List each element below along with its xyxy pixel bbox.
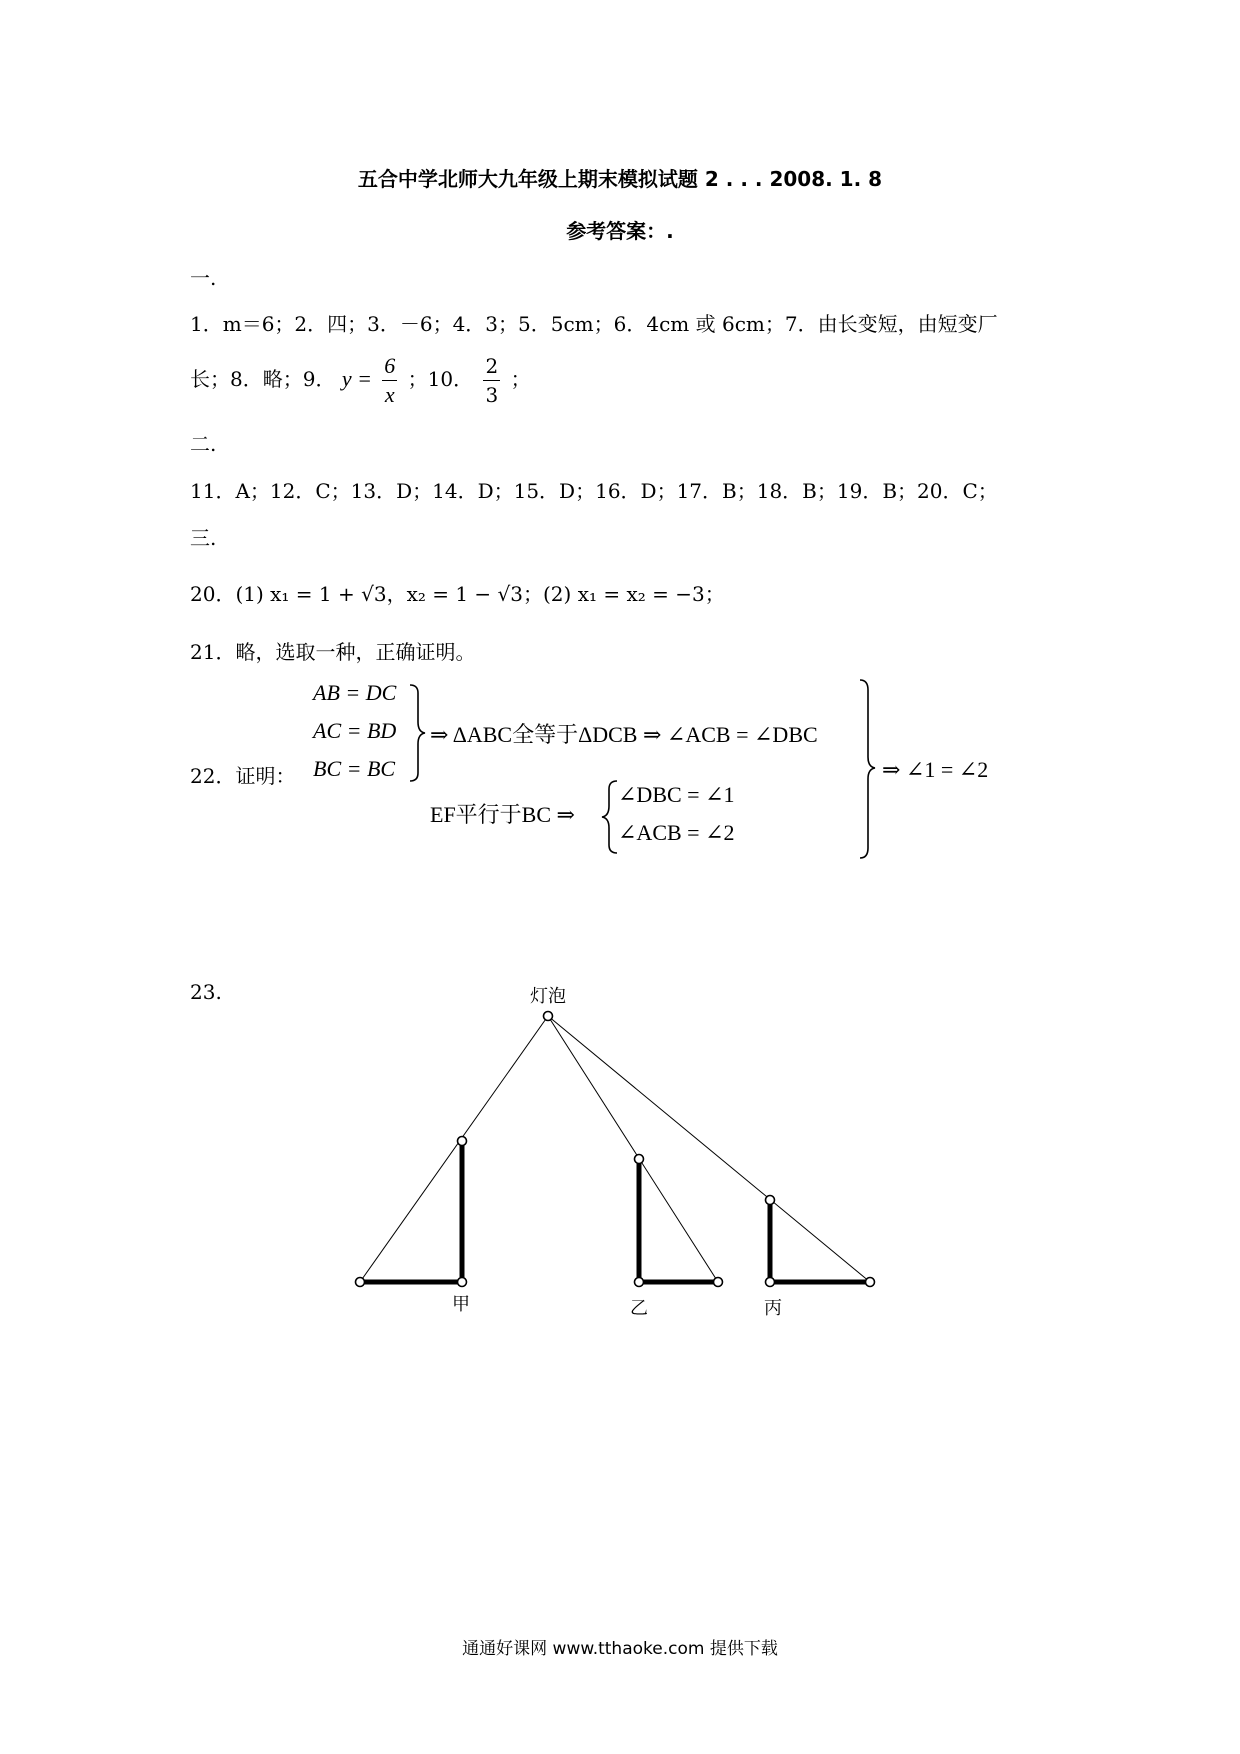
point-bing-tip [866, 1278, 875, 1287]
q10-end: ； [510, 367, 531, 391]
point-bing-top [766, 1196, 775, 1205]
q9-lhs: y = [341, 366, 372, 391]
point-jia-tip [356, 1278, 365, 1287]
point-bing-base [766, 1278, 775, 1287]
answer-22-label: 22．证明： [190, 764, 296, 788]
proof-angle-acb-2: ∠ACB = ∠2 [618, 820, 735, 845]
proof-result: ⇒ ∠1 = ∠2 [882, 757, 989, 782]
point-jia-base [458, 1278, 467, 1287]
answers-1-to-7: 1．m＝6；2．四；3．－6；4．3；5．5cm；6．4cm 或 6cm；7．由长变短，由短变厂 [190, 312, 998, 336]
ray-yi [548, 1016, 718, 1282]
ray-jia [360, 1016, 548, 1282]
q9-denominator: x [384, 382, 395, 407]
page-title: 五合中学北师大九年级上期末模拟试题 2 . . . 2008. 1. 8 [357, 167, 883, 191]
bulb-point [544, 1012, 553, 1021]
point-yi-tip [714, 1278, 723, 1287]
q10-numerator: 2 [483, 352, 500, 381]
q9-numerator: 6 [382, 352, 397, 381]
answers-7-8-text: 长；8．略；9． [190, 367, 336, 391]
page-footer: 通通好课网 www.tthaoke.com 提供下载 [462, 1639, 778, 1659]
label-jia: 甲 [452, 1294, 470, 1315]
label-bing: 丙 [764, 1298, 782, 1319]
proof-ef-parallel: EF平行于BC ⇒ [430, 802, 575, 827]
proof-eq-ac-bd: AC = BD [313, 718, 397, 743]
label-yi: 乙 [630, 1298, 648, 1319]
section-one-heading: 一. [190, 266, 217, 290]
section-two-heading: 二. [190, 432, 217, 456]
bulb-label: 灯泡 [530, 986, 566, 1007]
answer-23-label: 23. [190, 980, 222, 1004]
point-yi-base [635, 1278, 644, 1287]
point-jia-top [458, 1137, 467, 1146]
answer-21: 21．略，选取一种，正确证明。 [190, 640, 476, 664]
point-yi-top [635, 1155, 644, 1164]
answers-11-to-20: 11．A；12．C；13．D；14．D；15．D；16．D；17．B；18．B；19．B；20．C； [190, 479, 998, 503]
ray-bing [548, 1016, 870, 1282]
q10-denominator: 3 [485, 383, 499, 407]
proof-congruence-line: ⇒ ΔABC全等于ΔDCB ⇒ ∠ACB = ∠DBC [430, 722, 818, 747]
q10-label: ；10． [407, 367, 474, 391]
section-three-heading: 三. [190, 526, 217, 550]
proof-angle-dbc-1: ∠DBC = ∠1 [618, 782, 735, 807]
answer-20: 20．(1) x₁ = 1 + √3，x₂ = 1 − √3；(2) x₁ = x₂ = −3； [190, 582, 725, 606]
page-subtitle: 参考答案：. [566, 219, 674, 243]
proof-eq-ab-dc: AB = DC [313, 680, 397, 705]
proof-eq-bc-bc: BC = BC [313, 756, 396, 781]
